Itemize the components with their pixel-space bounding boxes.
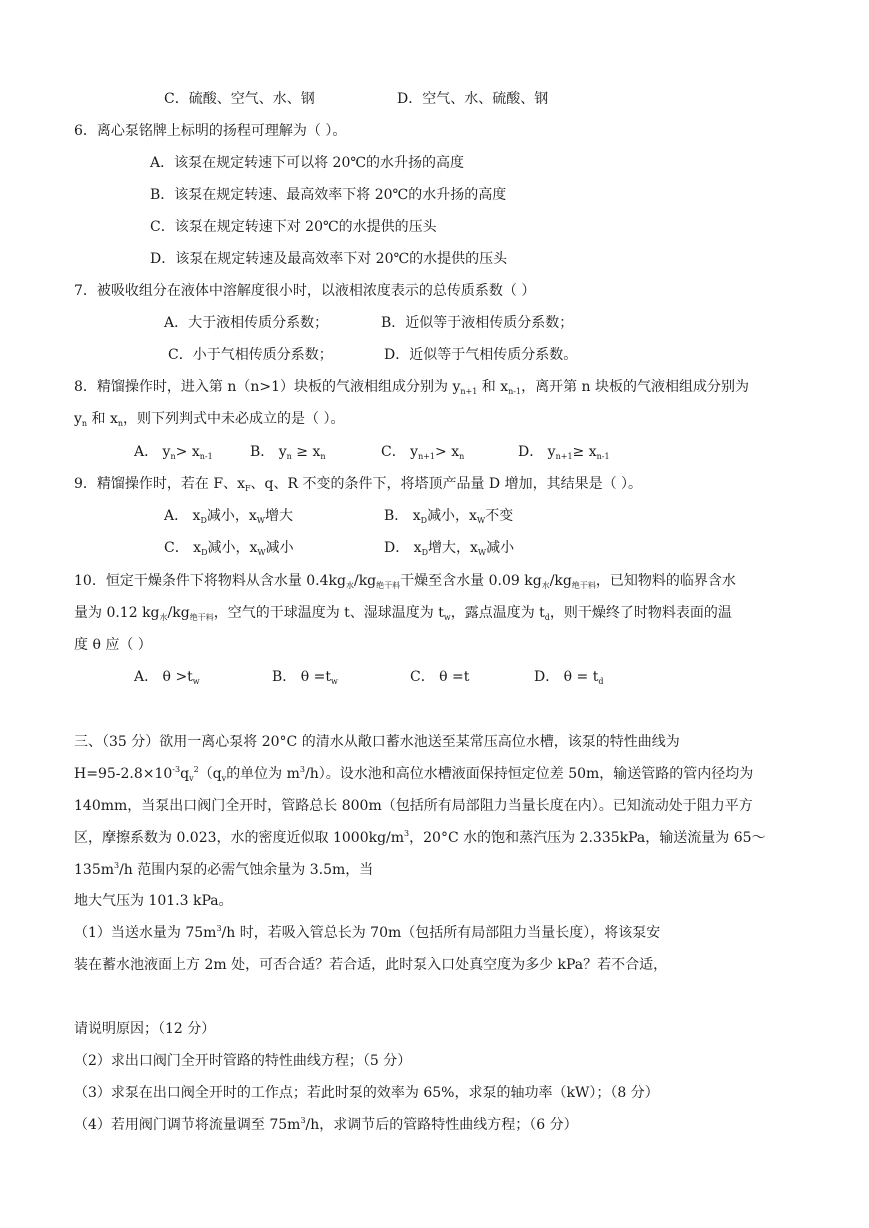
q8-subscript: n xyxy=(320,452,326,461)
q10-subscript: d xyxy=(598,677,604,686)
q10-option-c: C． θ =t xyxy=(410,669,470,685)
q10-subscript: w xyxy=(192,677,200,686)
q7-option-b: B．近似等于液相传质分系数； xyxy=(381,315,574,331)
problem3-superscript: 3 xyxy=(404,829,410,838)
q10-subscript: 绝干料 xyxy=(189,613,214,622)
q10-option-b xyxy=(272,668,338,686)
problem3-superscript: 3 xyxy=(299,765,306,774)
q7-option-c: C．小于气相传质分系数； xyxy=(168,347,333,363)
q10-text: /kg xyxy=(549,573,572,589)
problem3-text: /h）。设水池和高位水槽液面保持恒定位差 50m，输送管路的管内径均为 xyxy=(305,766,754,782)
problem3-text: /h 时，若吸入管总长为 70m（包括所有局部阻力当量长度），将该泵安 xyxy=(221,925,661,941)
q7-option-d: D．近似等于气相传质分系数。 xyxy=(384,347,578,363)
problem3-text: 135m xyxy=(74,862,114,878)
q8-option-b-text: B． y xyxy=(250,444,287,460)
q9-option-d-text: D． x xyxy=(384,540,422,556)
problem3-subquestion-2: （2）求出口阀门全开时管路的特性曲线方程；（5 分） xyxy=(74,1053,412,1069)
q10-subscript: d xyxy=(544,613,550,622)
problem3-text: q xyxy=(180,766,190,782)
q8-option-d-text: ≥ x xyxy=(572,444,597,460)
problem3-line1: 三、（35 分）欲用一离心泵将 20°C 的清水从敞口蓄水池送至某常压高位水槽，该泵的特性曲线为 xyxy=(74,734,680,750)
q8-option-b xyxy=(250,443,326,461)
q9-option-b-text: 不变 xyxy=(485,508,514,524)
q8-subscript: n xyxy=(117,419,124,428)
q9-subscript: D xyxy=(421,548,428,557)
q10-text: 量为 0.12 kg xyxy=(74,605,160,621)
q9-option-a xyxy=(164,507,293,525)
q10-text: ，已知物料的临界含水 xyxy=(595,573,736,589)
q8-subscript: n xyxy=(286,452,292,461)
q9-subscript: D xyxy=(201,548,208,557)
problem3-line2 xyxy=(74,765,753,783)
q9-subscript: W xyxy=(477,548,487,557)
q9-option-b-text: 减小，x xyxy=(427,508,477,524)
q7-option-a: A．大于液相传质分系数； xyxy=(164,315,329,331)
q6-option-d: D．该泵在规定转速及最高效率下对 20℃的水提供的压头 xyxy=(150,251,508,267)
problem3-subquestion-1 xyxy=(74,924,660,942)
q8-option-c-text: C． y xyxy=(381,444,419,460)
q8-subscript: n-1 xyxy=(199,452,213,461)
q8-subscript: n+1 xyxy=(460,387,478,396)
q10-option-b-text: B． θ =t xyxy=(272,669,331,685)
problem3-line5 xyxy=(74,861,373,879)
q8-subscript: n xyxy=(81,419,88,428)
q10-option-a-text: A． θ >t xyxy=(134,669,193,685)
q8-subscript: n xyxy=(459,452,465,461)
q10-option-d xyxy=(534,668,604,686)
problem3-subquestion-1-line3: 请说明原因；（12 分） xyxy=(74,1021,216,1037)
q8-subscript: n-1 xyxy=(508,387,522,396)
q8-stem-text: ，则下列判式中未必成立的是（ ）。 xyxy=(123,411,345,427)
q9-subscript: D xyxy=(200,516,207,525)
q8-stem-text: 和 x xyxy=(477,379,509,395)
q8-subscript: n+1 xyxy=(418,452,436,461)
q9-subscript: D xyxy=(420,516,428,525)
q9-option-c-text: C． x xyxy=(164,540,202,556)
q9-option-c-text: 减小 xyxy=(265,540,294,556)
q8-option-c xyxy=(381,443,464,461)
q9-option-c xyxy=(164,539,294,557)
problem3-subscript: v xyxy=(189,774,194,783)
problem3-superscript: 3 xyxy=(114,861,120,870)
q8-option-d-text: D． y xyxy=(518,444,556,460)
problem3-text: （4）若用阀门调节将流量调至 75m xyxy=(74,1117,301,1133)
problem3-subquestion-1-line2: 装在蓄水池液面上方 2m 处，可否合适？若合适，此时泵入口处真空度为多少 kPa？若不合适， xyxy=(74,957,668,973)
q8-option-b-text: ≥ x xyxy=(291,444,321,460)
q9-stem xyxy=(74,475,642,493)
q10-stem-line2 xyxy=(74,604,732,622)
q10-subscript: 绝干料 xyxy=(571,581,596,590)
q9-option-a-text: A． x xyxy=(164,508,201,524)
problem3-superscript: 3 xyxy=(216,924,222,933)
q10-text: /kg xyxy=(353,573,377,589)
q9-option-b-text: B． x xyxy=(384,508,421,524)
q6-option-b: B．该泵在规定转速、最高效率下将 20℃的水升扬的高度 xyxy=(150,187,507,203)
q9-subscript: F xyxy=(244,484,251,493)
q8-option-a-text: A． y xyxy=(134,444,171,460)
q10-subscript: 水 xyxy=(159,613,168,622)
q9-stem-text: 、q、R 不变的条件下，将塔顶产品量 D 增加，其结果是（ ）。 xyxy=(250,476,643,492)
q10-text: /kg xyxy=(167,605,190,621)
q10-subscript: w xyxy=(443,613,451,622)
q10-text: ，则干燥终了时物料表面的温 xyxy=(549,605,732,621)
q9-subscript: W xyxy=(256,516,266,525)
q9-option-a-text: 减小，x xyxy=(206,508,257,524)
q10-stem-line1 xyxy=(74,572,736,590)
q8-option-c-text: > x xyxy=(435,444,460,460)
q8-stem xyxy=(74,378,749,396)
q10-subscript: 绝干料 xyxy=(376,581,401,590)
q9-option-a-text: 增大 xyxy=(265,508,294,524)
q9-stem-text: 9．精馏操作时，若在 F、x xyxy=(74,476,245,492)
q6-option-c: C．该泵在规定转速下对 20℃的水提供的压头 xyxy=(150,219,437,235)
problem3-superscript: 3 xyxy=(300,1116,306,1125)
q5-option-d: D．空气、水、硫酸、钢 xyxy=(397,91,549,107)
q8-subscript: n+1 xyxy=(555,452,573,461)
q9-option-c-text: 减小，x xyxy=(207,540,258,556)
q5-option-c: C．硫酸、空气、水、钢 xyxy=(164,91,315,107)
q8-stem-text: ，离开第 n 块板的气液相组成分别为 xyxy=(521,379,750,395)
q10-subscript: w xyxy=(330,677,338,686)
q10-option-d-text: D． θ = t xyxy=(534,669,599,685)
problem3-superscript: 2 xyxy=(193,765,199,774)
problem3-text: 的单位为 m xyxy=(226,766,300,782)
q9-option-d-text: 增大，x xyxy=(428,540,478,556)
q10-text: 10．恒定干燥条件下将物料从含水量 0.4kg xyxy=(74,573,346,589)
problem3-line4 xyxy=(74,829,766,847)
problem3-subquestion-4 xyxy=(74,1116,578,1134)
problem3-text: /h，求调节后的管路特性曲线方程；（6 分） xyxy=(305,1117,578,1133)
q8-option-d xyxy=(518,443,610,461)
q8-option-a xyxy=(134,443,213,461)
problem3-text: H=95-2.8×10 xyxy=(74,766,173,782)
q9-option-d-text: 减小 xyxy=(486,540,515,556)
q8-stem-line2 xyxy=(74,410,344,428)
q10-text: ，露点温度为 t xyxy=(450,605,545,621)
q8-subscript: n-1 xyxy=(596,452,610,461)
problem3-text: （q xyxy=(198,766,222,782)
q8-stem-text: 和 x xyxy=(87,411,118,427)
problem3-superscript: -3 xyxy=(172,765,181,774)
problem3-text: 区，摩擦系数为 0.023，水的密度近似取 1000kg/m xyxy=(74,830,405,846)
q9-option-d xyxy=(384,539,514,557)
problem3-text: /h 范围内泵的必需气蚀余量为 3.5m，当 xyxy=(119,862,374,878)
q10-text: 干燥至含水量 0.09 kg xyxy=(400,573,542,589)
problem3-text: ，20°C 水的饱和蒸汽压为 2.335kPa，输送流量为 65～ xyxy=(409,830,766,846)
q10-text: ，空气的干球温度为 t、湿球温度为 t xyxy=(213,605,444,621)
q9-option-b xyxy=(384,507,513,525)
q10-option-a xyxy=(134,668,200,686)
q9-subscript: W xyxy=(476,516,486,525)
problem3-subquestion-3: （3）求泵在出口阀全开时的工作点；若此时泵的效率为 65%，求泵的轴功率（kW）；（8 分） xyxy=(74,1085,659,1101)
q10-stem-line3: 度 θ 应（ ） xyxy=(74,637,152,653)
q10-subscript: 水 xyxy=(345,581,354,590)
q8-option-a-text: > x xyxy=(175,444,200,460)
q8-subscript: n xyxy=(170,452,176,461)
q9-subscript: W xyxy=(257,548,266,557)
problem3-subscript: v xyxy=(221,774,227,783)
q7-stem: 7．被吸收组分在液体中溶解度很小时，以液相浓度表示的总传质系数（ ） xyxy=(74,283,536,299)
q8-stem-text: 8．精馏操作时，进入第 n（n>1）块板的气液相组成分别为 y xyxy=(74,379,461,395)
problem3-line6: 地大气压为 101.3 kPa。 xyxy=(74,893,233,909)
q8-stem-text: y xyxy=(74,411,82,427)
q6-stem: 6．离心泵铭牌上标明的扬程可理解为（ ）。 xyxy=(74,123,347,139)
q10-subscript: 水 xyxy=(541,581,550,590)
problem3-line3: 140mm，当泵出口阀门全开时，管路总长 800m（包括所有局部阻力当量长度在内）。已知流动处于阻力平方 xyxy=(74,798,753,814)
problem3-text: （1）当送水量为 75m xyxy=(74,925,217,941)
q6-option-a: A．该泵在规定转速下可以将 20℃的水升扬的高度 xyxy=(150,155,465,171)
